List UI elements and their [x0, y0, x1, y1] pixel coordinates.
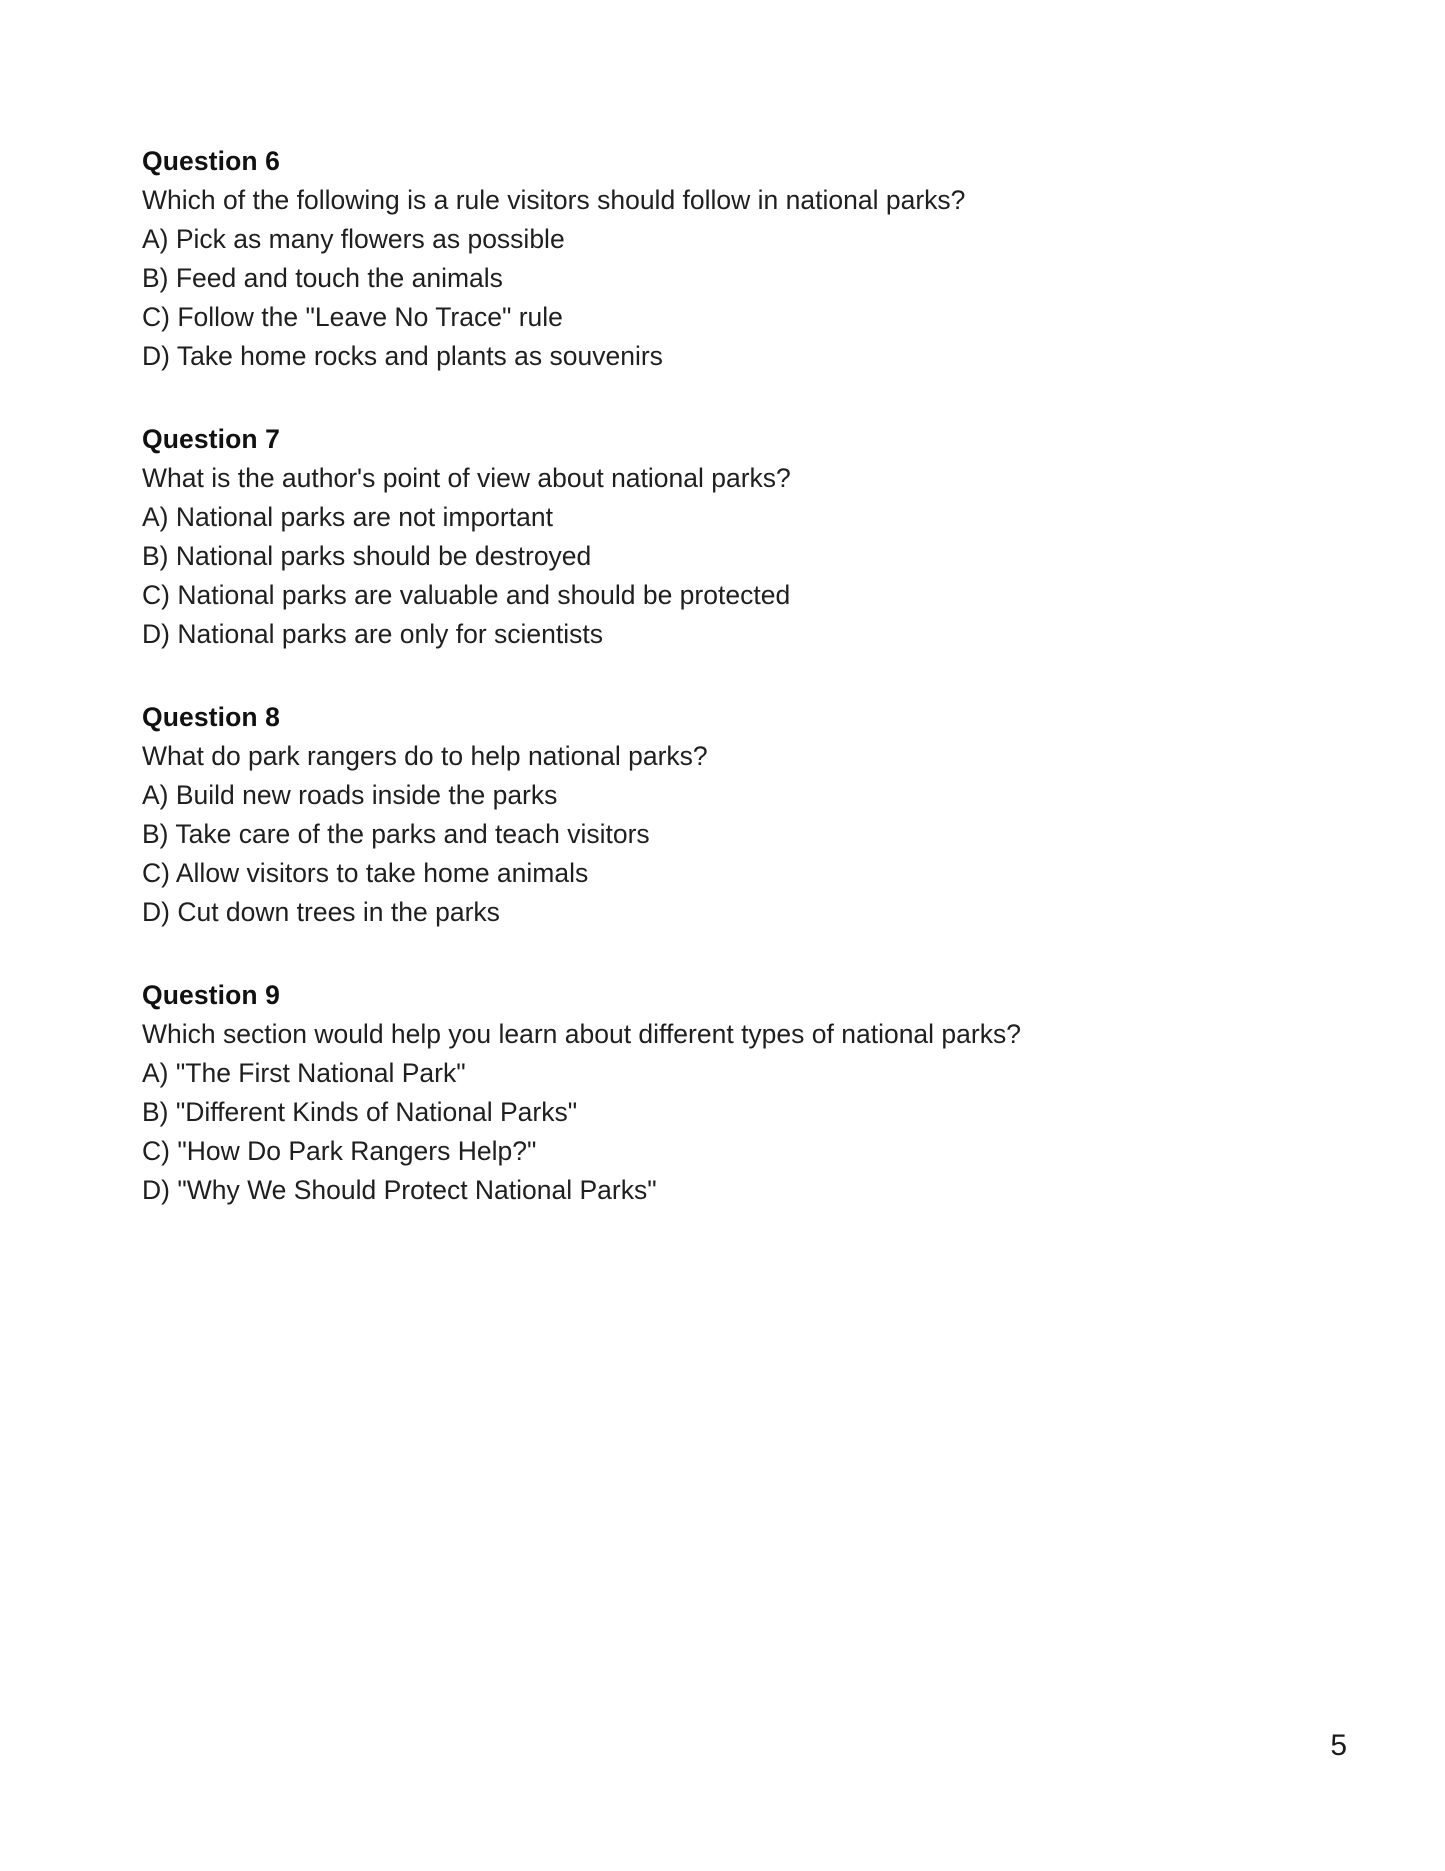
question-option-a: A) "The First National Park" — [142, 1058, 466, 1088]
question-block — [142, 420, 1302, 654]
question-option-c: C) National parks are valuable and should be protected — [142, 580, 791, 610]
question-block — [142, 698, 1302, 932]
question-prompt: Which of the following is a rule visitors should follow in national parks? — [142, 185, 966, 215]
questions-container — [142, 142, 1302, 1210]
question-heading: Question 6 — [142, 146, 280, 176]
question-option-d: D) Cut down trees in the parks — [142, 897, 500, 927]
question-block — [142, 976, 1302, 1210]
question-option-c: C) "How Do Park Rangers Help?" — [142, 1136, 537, 1166]
question-block — [142, 142, 1302, 376]
question-option-c: C) Allow visitors to take home animals — [142, 858, 589, 888]
question-option-b: B) Take care of the parks and teach visitors — [142, 819, 650, 849]
question-option-d: D) "Why We Should Protect National Parks" — [142, 1175, 657, 1205]
question-option-b: B) "Different Kinds of National Parks" — [142, 1097, 578, 1127]
question-option-d: D) National parks are only for scientists — [142, 619, 603, 649]
question-option-a: A) Build new roads inside the parks — [142, 780, 558, 810]
question-option-a: A) National parks are not important — [142, 502, 553, 532]
question-heading: Question 8 — [142, 702, 280, 732]
question-prompt: What is the author's point of view about national parks? — [142, 463, 791, 493]
question-option-b: B) National parks should be destroyed — [142, 541, 592, 571]
question-option-b: B) Feed and touch the animals — [142, 263, 503, 293]
question-option-c: C) Follow the "Leave No Trace" rule — [142, 302, 563, 332]
question-option-d: D) Take home rocks and plants as souvenirs — [142, 341, 663, 371]
question-heading: Question 9 — [142, 980, 280, 1010]
question-prompt: What do park rangers do to help national parks? — [142, 741, 708, 771]
question-prompt: Which section would help you learn about different types of national parks? — [142, 1019, 1021, 1049]
question-heading: Question 7 — [142, 424, 280, 454]
page-number: 5 — [1330, 1729, 1347, 1762]
question-option-a: A) Pick as many flowers as possible — [142, 224, 565, 254]
